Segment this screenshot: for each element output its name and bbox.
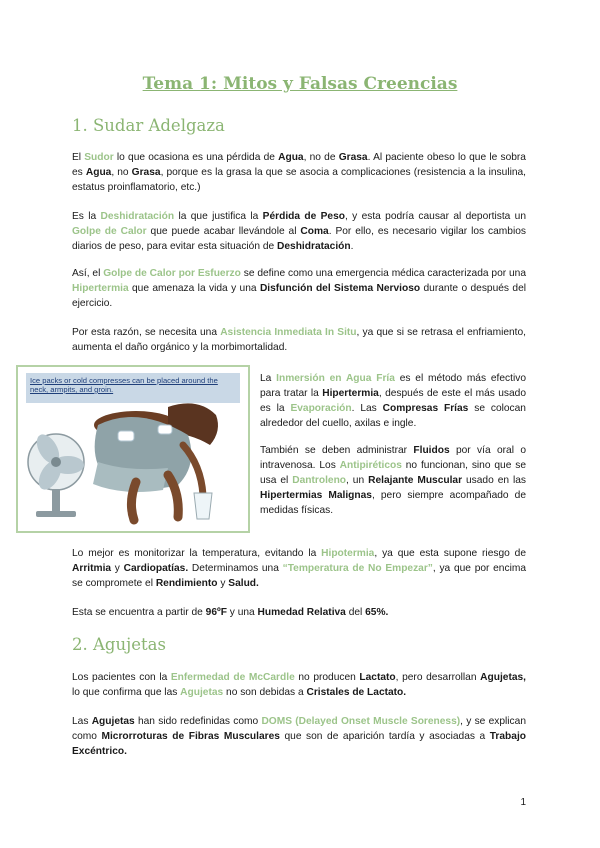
page-title: Tema 1: Mitos y Falsas Creencias [142,74,458,94]
section-heading-sudar-adelgaza: 1. Sudar Adelgaza [72,116,225,135]
paragraph-asistencia: Por esta razón, se necesita una Asistencia Inmediata In Situ, ya que si se retrasa el enfriamiento, aumenta el daño orgánico y la morbimortalidad. [72,327,526,353]
paragraph-temperatura: Lo mejor es monitorizar la temperatura, evitando la Hipotermia, ya que esta supone riesgo de Arritmia y Cardiopatías. Determinamos una “Temperatura de No Empezar”, ya que por encima se compromete el Rendimiento y Salud. [72,548,526,589]
paragraph-fluidos: También se deben administrar Fluidos por vía oral o intravenosa. Los Antipiréticos no funcionan, sino que se usa el Dantroleno, un Relajante Muscular usado en las Hipertermias Malignas, pero siempre acompañado de medidas físicas. [260,445,527,516]
cooling-illustration [16,365,250,533]
paragraph-mccardle: Los pacientes con la Enfermedad de McCardle no producen Lactato, pero desarrollan Agujetas, lo que confirma que las Agujetas no son debidas a Cristales de Lactato. [72,672,526,698]
section-heading-agujetas: 2. Agujetas [72,635,166,654]
person-cooling-image [18,367,248,531]
paragraph-sudor: El Sudor lo que ocasiona es una pérdida de Agua, no de Grasa. Al paciente obeso lo que le sobra es Agua, no Grasa, porque es la grasa la que se asocia a complicaciones (resistencia a la insulina, estatus proinflamatorio, etc.) [72,152,527,193]
paragraph-deshidratacion: Es la Deshidratación la que justifica la Pérdida de Peso, y esta podría causar al deportista un Golpe de Calor que puede acabar llevándole al Coma. Por ello, es necesario vigilar los cambios diarios de peso, para evitar esta situación de Deshidratación. [72,211,527,252]
paragraph-humedad: Esta se encuentra a partir de 96ºF y una Humedad Relativa del 65%. [72,607,389,618]
page-number: 1 [520,797,526,808]
cup-icon [194,493,212,519]
fan-icon [28,431,84,517]
paragraph-golpe-de-calor: Así, el Golpe de Calor por Esfuerzo se define como una emergencia médica caracterizada por una Hipertermia que amenaza la vida y una Disfunción del Sistema Nervioso durante o después del ejercicio. [72,268,526,309]
paragraph-doms: Las Agujetas han sido redefinidas como DOMS (Delayed Onset Muscle Soreness), y se explican como Microrroturas de Fibras Musculares que son de aparición tardía y asociadas a Trabajo Excéntrico. [72,716,526,757]
paragraph-inmersion: La Inmersión en Agua Fría es el método más efectivo para tratar la Hipertermia, después de este el más usado es la Evaporación. Las Compresas Frías se colocan alrededor del cuello, axilas e ingle. [260,373,526,429]
figure-caption: Ice packs or cold compresses can be placed around the neck, armpits, and groin. [26,373,240,403]
